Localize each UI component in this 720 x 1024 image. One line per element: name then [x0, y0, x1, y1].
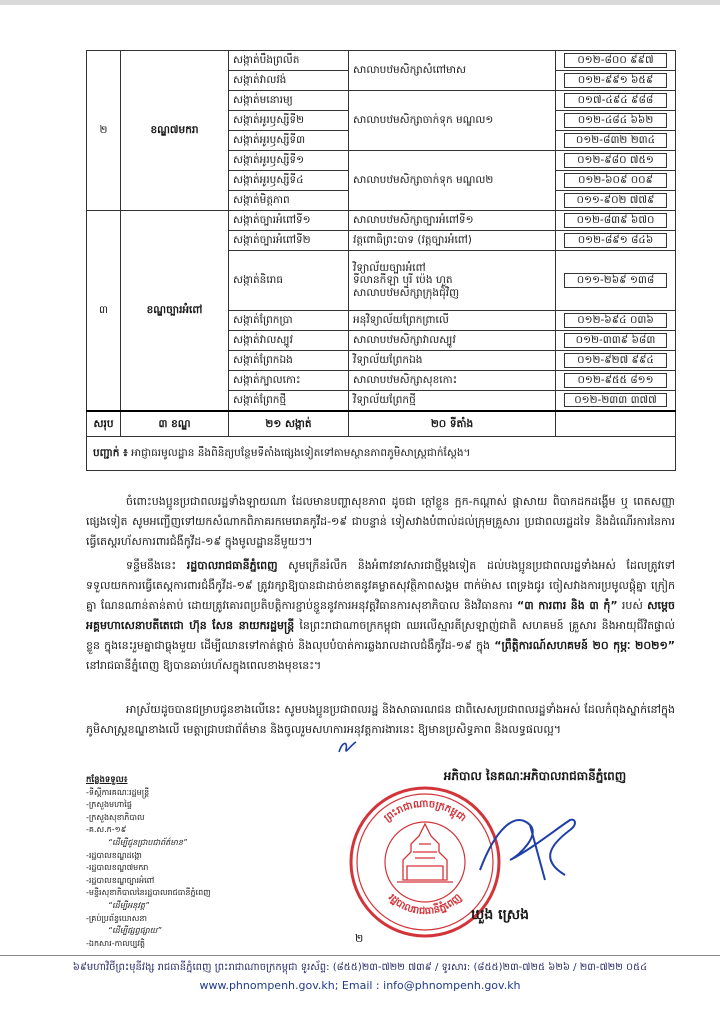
total-sites: ២០ ទីតាំង — [349, 411, 556, 437]
district-name: ខណ្ឌ៧មករា — [121, 51, 229, 211]
phone-number: ០១២-៩៩១ ៦៥៩ — [556, 71, 676, 91]
note-row — [87, 437, 676, 471]
phone-number: ០១២-៨៣២ ២៣៤ — [556, 131, 676, 151]
paragraph-health-advice: ចំពោះបងប្អូនប្រជាពលរដ្ឋទាំងឡាយណា ដែលមានបញ្ហាសុខភាព ដូចជា ក្តៅខ្លួន ក្អក-កណ្តាស់ ផ្តាសាយ ពិបាកដកដង្ហើម ឬ ពេតសញ្ញាផ្សេងទៀត សូមអញ្ជើញទៅយកសំណាកពិភាគរកមេរោគកូវីដ-១៩ ជាបន្ទាន់ ទៀសវាងបំពាល់ដល់ក្រុមគ្រួសារ ប្រជាពលរដ្ឋដទៃ និងដំណើរការនៃការធ្វើតេស្តរហ័សការពារជំងឺកូវីដ-១៩ ក្នុងមូលដ្ឋាននីមួយៗ។ — [86, 495, 675, 548]
recipient-purpose: “ដើម្បីអនុវត្ត” — [108, 900, 150, 910]
test-site: សាលាបឋមសិក្សាវាលស្បូវ — [349, 331, 556, 351]
commune-name: សង្កាត់មិត្តភាព — [229, 191, 349, 211]
recipients-list — [86, 774, 316, 950]
commune-name: សង្កាត់ក្បាលកោះ — [229, 371, 349, 391]
test-site: វិទ្យាល័យព្រែកឯង — [349, 351, 556, 371]
phone-number: ០១២-៨០០ ៩៩៧ — [556, 51, 676, 71]
phone-number: ០១១-៩០២ ៧៧៩ — [556, 191, 676, 211]
test-site-multi — [349, 251, 556, 311]
recipient-purpose: “ដើម្បីផ្សព្វផ្សាយ” — [108, 926, 162, 936]
recipient-purpose: “ដើម្បីជូនជ្រាបជាព័ត៌មាន” — [108, 837, 188, 847]
test-site: សាលាបឋមសិក្សាក្រុងជុំវិញ — [353, 286, 460, 299]
recipient-item: -គ.ស.ក-១៩ — [86, 825, 127, 835]
org-name: រដ្ឋបាលរាជធានីភ្នំពេញ — [186, 559, 278, 572]
test-site: សាលាបឋមសិក្សាចាក់ទុក មណ្ឌល១ — [349, 91, 556, 151]
phone-number: ០១២-៣៣៩ ៦៨៣ — [556, 331, 676, 351]
commune-name: សង្កាត់និរោធ — [229, 251, 349, 311]
commune-name: សង្កាត់មនោរម្យ — [229, 91, 349, 111]
recipient-item: -ឯកសារ-កាលប្បវត្តិ — [86, 938, 145, 948]
testing-sites-table — [86, 50, 676, 471]
recipient-item: -រដ្ឋបាលខណ្ឌដង្កោ — [86, 850, 142, 860]
seal-text-bottom: រដ្ឋបាលរាជធានីភ្នំពេញ — [386, 892, 464, 918]
footer-web-email[interactable]: www.phnompenh.gov.kh; Email : info@phnompenh.gov.kh — [199, 979, 521, 992]
note-text: អាជ្ញាធរមូលដ្ឋាន នឹងពិនិត្យបន្ថែមទីតាំងផ្សេងទៀតទៅតាមស្ថានភាពភូមិសាស្ត្រជាក់ស្តែង។ — [131, 447, 471, 460]
note-cell — [87, 437, 676, 471]
phone-number: ០១២-៤៨៤ ៦៦២ — [556, 111, 676, 131]
recipient-item: -គ្រប់ប្រព័ន្ធឃោសនា — [86, 913, 147, 923]
row-number: ២ — [87, 51, 121, 211]
total-districts: ៣ ខណ្ឌ — [121, 411, 229, 437]
recipient-item: -ក្រសួងមហាផ្ទៃ — [86, 800, 132, 810]
test-site: វិទ្យាល័យច្បារអំពៅ — [353, 262, 426, 275]
commune-name: សង្កាត់អូរឫស្សីទី២ — [229, 111, 349, 131]
test-site: សាលាបឋមសិក្សាច្បារអំពៅទី១ — [349, 211, 556, 231]
total-row — [87, 411, 676, 437]
test-site: សាលាបឋមសិក្សាចាក់ទុក មណ្ឌល២ — [349, 151, 556, 211]
commune-name: សង្កាត់អូរឫស្សីទី១ — [229, 151, 349, 171]
total-communes: ២១ សង្កាត់ — [229, 411, 349, 437]
commune-name: សង្កាត់ព្រែកឯង — [229, 351, 349, 371]
commune-name: សង្កាត់ច្បារអំពៅទី២ — [229, 231, 349, 251]
recipient-item: -ក្រសួងសុខាភិបាល — [86, 812, 145, 822]
signatory-name: ឃួង ស្រេង — [471, 907, 529, 923]
footer-address: ៦៩មហាវិថីព្រះមុនីវង្ស រាជធានីភ្នំពេញ ព្រះរាជាណាចក្រកម្ពុជា ទូរស័ព្ទ: (៨៥៥)២៣-៧២២ ៧៣៩ / ទូរសារ: (៨៥៥)២៣-៧២៥ ៦២៦ / ២៣-៧២២ ០៥៤ — [72, 962, 648, 973]
total-empty — [556, 411, 676, 437]
paragraph-prevention-appeal: ទន្ទឹមនឹងនេះ រដ្ឋបាលរាជធានីភ្នំពេញ សូមក្រើនរំលឹក និងអំពាវនាវសារជាថ្មីម្តងទៀត ដល់បងប្អូនប្រជាពលរដ្ឋទាំងអស់ ដែលត្រូវទៅទទួលយកការធ្វើតេស្តការពារជំងឺកូវីដ-១៩ ត្រូវរក្សាឱ្យបានជាដាច់ខាតនូវគម្លាតសុវត្ថិភាពសង្គម ពាក់ម៉ាស ពេទ្រងជូរ ចៀសវាងការប្រមូលផ្តុំគ្នា ក្រៀកគ្នា ណែនណាន់តាន់តាប់ ដោយត្រូវគោរពប្រតិបត្តិការខ្ជាប់ខ្ជួននូវការអនុវត្តវិធានការសុខាភិបាល និងវិធានការ “៣ ការពារ និង ៣ កុំ” របស់ សម្តេចអគ្គមហាសេនាបតីតេជោ ហ៊ុន សែន នាយករដ្ឋមន្ត្រី នៃព្រះរាជាណាចក្រកម្ពុជា ឈរលើស្មារតីស្រឡាញ់ជាតិ សហគមន៍ គ្រួសារ និងអាយុជីវិតផ្ទាល់ខ្លួន ក្នុងនេះរួមគ្នាជាធ្លុងមួយ ដើម្បីឈានទៅកាត់ផ្តាច់ និងលុបបំបាត់ការឆ្លងរាលដាលជំងឺកូវីដ-១៩ ក្នុង “ព្រឹត្តិការណ៍សហគមន៍ ២០ កុម្ភៈ ២០២១” នៅរាជធានីភ្នំពេញ ឱ្យបានឆាប់រហ័សក្នុងពេលខាងមុខនេះ។ — [86, 559, 676, 672]
test-site: អនុវិទ្យាល័យព្រែកព្រាលើ — [349, 311, 556, 331]
letterhead-footer — [0, 955, 720, 992]
total-label: សរុប — [87, 411, 121, 437]
table-row — [87, 51, 676, 71]
phone-number: ០១២-៦៩៤ ០៣៦ — [556, 311, 676, 331]
phone-number: ០១៧-៤៩៤ ៩៨៨ — [556, 91, 676, 111]
recipient-item: -ទីស្តីការគណៈរដ្ឋមន្ត្រី — [86, 787, 150, 797]
signature — [470, 800, 590, 890]
row-number: ៣ — [87, 211, 121, 411]
recipients-title: កន្លែងទទួល៖ — [86, 775, 128, 785]
prime-minister-name: សម្តេចអគ្គមហាសេនាបតីតេជោ ហ៊ុន សែន នាយករដ្ឋមន្ត្រី — [86, 599, 675, 632]
page-number: ២ — [355, 932, 364, 945]
phone-number: ០១២-៩៥៥ ៨១១ — [556, 371, 676, 391]
commune-name: សង្កាត់អូរឫស្សីទី៣ — [229, 131, 349, 151]
phone-number: ០១២-៩៨០ ៧៥១ — [556, 151, 676, 171]
recipient-item: -មន្ទីរសុខាភិបាលនៃរដ្ឋបាលរាជធានីភ្នំពេញ — [86, 888, 211, 898]
slogan: “៣ ការពារ និង ៣ កុំ” — [517, 599, 618, 612]
commune-name: សង្កាត់វាលវង់ — [229, 71, 349, 91]
phone-number: ០១២-២៣៣ ៣៧៧ — [556, 391, 676, 411]
test-site: វិទ្យាល័យព្រែកថ្មី — [349, 391, 556, 411]
phone-number: ០១២-៩២៧ ៩៩៤ — [556, 351, 676, 371]
test-site: វត្តពោធិព្រះបាទ (វត្តច្បារអំពៅ) — [349, 231, 556, 251]
event-name: “ព្រឹត្តិការណ៍សហគមន៍ ២០ កុម្ភៈ ២០២១” — [494, 639, 676, 652]
seal-text-top: ព្រះរាជាណាចក្រកម្ពុជា — [382, 798, 468, 825]
test-site: ទីលានកីឡា បុរី ប៉េង ហួត — [353, 274, 453, 287]
table-row — [87, 211, 676, 231]
phone-number: ០១១-២៦៩ ១៣៨ — [556, 251, 676, 311]
recipient-item: -រដ្ឋបាលខណ្ឌច្បារអំពៅ — [86, 875, 155, 885]
phone-number: ០១២-៨៩១ ៨៤៦ — [556, 231, 676, 251]
commune-name: សង្កាត់ព្រែកប្រា — [229, 311, 349, 331]
top-edge-strip — [0, 0, 720, 5]
note-label: បញ្ជាក់ ៖ — [93, 447, 128, 460]
commune-name: សង្កាត់អូរឫស្សីទី៤ — [229, 171, 349, 191]
paragraph-closing: អាស្រ័យដូចបានជម្រាបជូនខាងលើនេះ សូមបងប្អូនប្រជាពលរដ្ឋ និងសាធារណជន ជាពិសេសប្រជាពលរដ្ឋទាំងអស់ ដែលកំពុងស្នាក់នៅក្នុងភូមិសាស្ត្រខណ្ឌខាងលើ មេត្តាជ្រាបជាព័ត៌មាន និងចូលរួមសហការអនុវត្តការងារនេះ ឱ្យមានប្រសិទ្ធភាព និងលទ្ធផលល្អ។ — [86, 703, 675, 736]
recipient-item: -រដ្ឋបាលខណ្ឌ៧មករា — [86, 863, 149, 873]
signatory-title: អភិបាល នៃគណៈអភិបាលរាជធានីភ្នំពេញ — [443, 769, 627, 783]
phone-number: ០១២-៨៣៩ ៦៧០ — [556, 211, 676, 231]
test-site: សាលាបឋមសិក្សាសុខកោះ — [349, 371, 556, 391]
commune-name: សង្កាត់ច្បារអំពៅទី១ — [229, 211, 349, 231]
initial-mark — [336, 738, 360, 758]
phone-number: ០១២-៦០៩ ០០៩ — [556, 171, 676, 191]
test-site: សាលាបឋមសិក្សាសំពៅមាស — [349, 51, 556, 91]
commune-name: សង្កាត់វាលស្បូវ — [229, 331, 349, 351]
commune-name: សង្កាត់ព្រែកថ្មី — [229, 391, 349, 411]
commune-name: សង្កាត់បឹងព្រលឹត — [229, 51, 349, 71]
district-name: ខណ្ឌច្បារអំពៅ — [121, 211, 229, 411]
